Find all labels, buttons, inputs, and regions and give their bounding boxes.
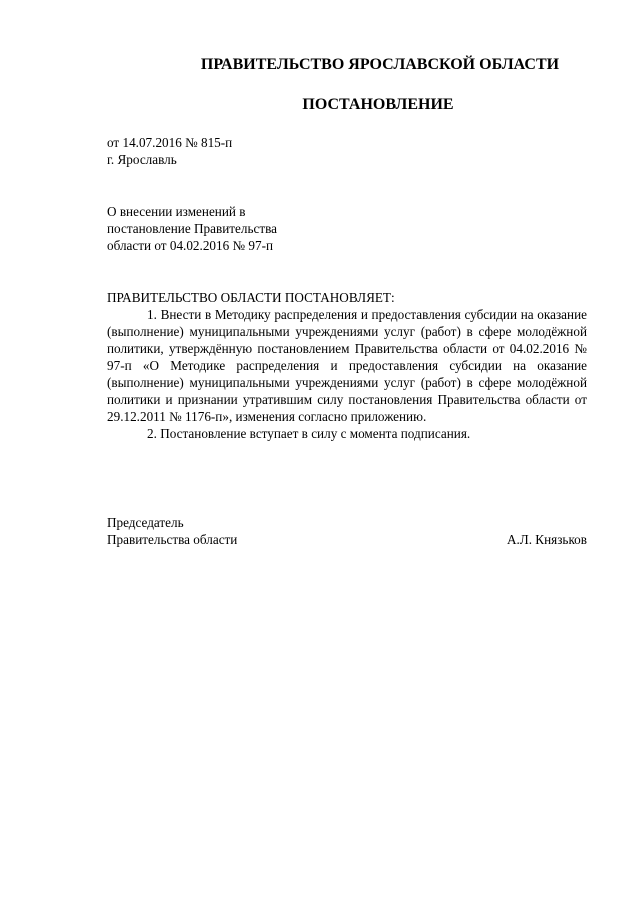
document-body	[107, 306, 587, 442]
signatory-position-line-1: Председатель	[107, 515, 184, 530]
signatory-position-line-2: Правительства области	[107, 532, 238, 547]
signature-row	[107, 531, 587, 548]
signatory-name: А.Л. Князьков	[506, 532, 587, 547]
document-subject	[107, 203, 277, 254]
signature-block	[107, 514, 587, 548]
subject-line-2: постановление Правительства	[107, 221, 278, 236]
document-type-title: ПОСТАНОВЛЕНИЕ	[302, 96, 454, 113]
paragraph-2: 2. Постановление вступает в силу с момента подписания.	[147, 426, 471, 441]
subject-line-1: О внесении изменений в	[107, 204, 246, 219]
document-meta	[107, 134, 232, 168]
city: г. Ярославль	[107, 152, 177, 167]
paragraph-1: 1. Внести в Методику распределения и предоставления субсидии на оказание (выполнение) муниципальными учреждениями услуг (работ) в сфере молодёжной политики, утверждённую постановлением Правительства области от 04.02.2016 № 97-п «О Методике распределения и предоставления субсидии на оказание (выполнение) муниципальными учреждениями услуг (работ) в сфере молодёжной политики и признании утратившим силу постановления Правительства области от 29.12.2011 № 1176-п», изменения согласно приложению.	[107, 307, 587, 424]
government-title: ПРАВИТЕЛЬСТВО ЯРОСЛАВСКОЙ ОБЛАСТИ	[200, 56, 560, 73]
resolves-heading: ПРАВИТЕЛЬСТВО ОБЛАСТИ ПОСТАНОВЛЯЕТ:	[107, 290, 395, 305]
subject-line-3: области от 04.02.2016 № 97-п	[107, 238, 274, 253]
date-number: от 14.07.2016 № 815-п	[107, 135, 233, 150]
